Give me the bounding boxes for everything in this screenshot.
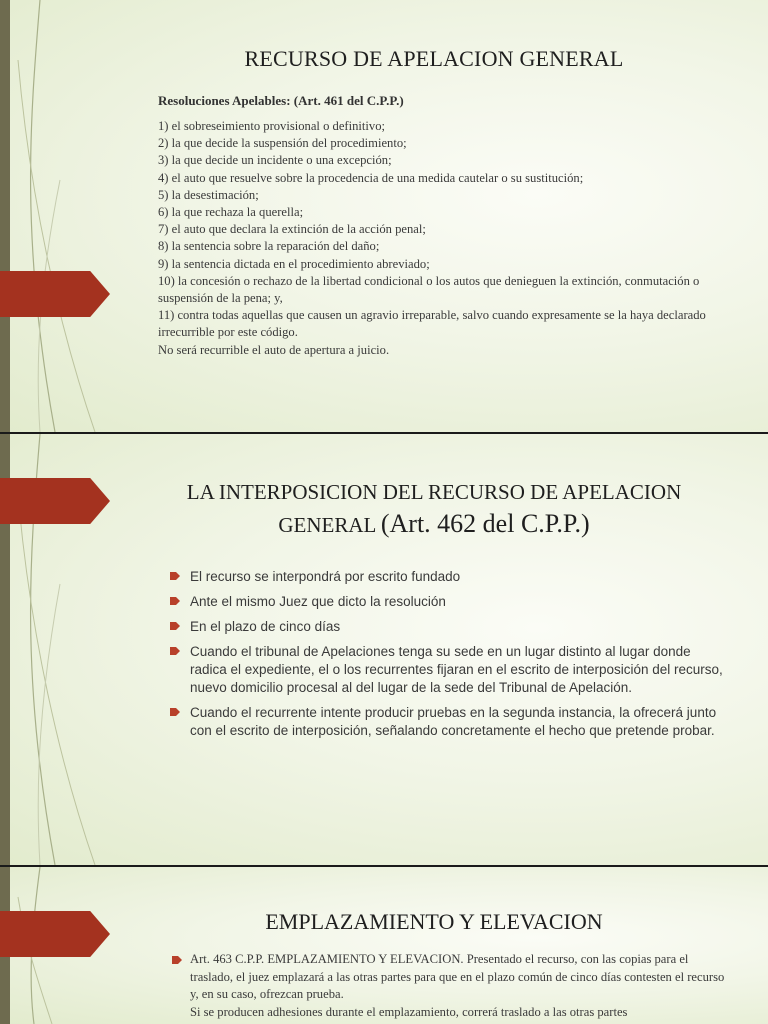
bullet-list	[170, 568, 730, 747]
slide-title	[150, 476, 718, 541]
arrow-marker	[0, 911, 110, 957]
left-bar	[0, 0, 10, 432]
list-item: 4) el auto que resuelve sobre la procedencia de una medida cautelar o su sustitución;	[158, 170, 584, 185]
list-item: 5) la desestimación;	[158, 187, 259, 202]
arrow-bullet-icon	[172, 956, 182, 964]
slide-3	[0, 867, 768, 1024]
title-article: (Art. 462 del C.P.P.)	[380, 509, 590, 538]
list-item: El recurso se interpondrá por escrito fundado	[170, 568, 730, 586]
slide-title: EMPLAZAMIENTO Y ELEVACION	[265, 909, 603, 934]
list-item: 1) el sobreseimiento provisional o definitivo;	[158, 119, 385, 133]
list-item: 6) la que rechaza la querella;	[158, 205, 304, 220]
list-item: En el plazo de cinco días	[170, 618, 730, 636]
list-item: Cuando el recurrente intente producir pruebas en la segunda instancia, la ofrecerá junto con el escrito de interposición, señalando concretamente el hecho que pretende probar.	[170, 704, 730, 740]
slide-title: RECURSO DE APELACION GENERAL	[244, 46, 624, 71]
list-item	[172, 951, 727, 1021]
title-line-1: LA INTERPOSICION DEL RECURSO DE APELACION	[186, 480, 682, 504]
title-line-2: GENERAL	[278, 513, 376, 537]
list-item: No será recurrible el auto de apertura a juicio.	[158, 342, 390, 357]
list-item: 7) el auto que declara la extinción de la acción penal;	[158, 222, 426, 237]
list-item: 3) la que decide un incidente o una excepción;	[158, 153, 392, 168]
arrow-bullet-icon	[170, 572, 180, 580]
paragraph: Art. 463 C.P.P. EMPLAZAMIENTO Y ELEVACION. Presentado el recurso, con las copias para el traslado, el juez emplazará a las otras partes para que en el plazo común de cinco días contesten el recurso y, en su caso, ofrezcan prueba.	[190, 952, 725, 1002]
arrow-bullet-icon	[170, 647, 180, 655]
list-item: 2) la que decide la suspensión del procedimiento;	[158, 136, 407, 151]
list-item: 10) la concesión o rechazo de la libertad condicional o los autos que denieguen la extinción, conmutación o suspensión de la pena; y,	[158, 273, 700, 306]
list-item: Ante el mismo Juez que dicto la resolución	[170, 593, 730, 611]
slide-1	[0, 0, 768, 432]
slide-2	[0, 434, 768, 865]
decorative-curves	[0, 0, 130, 432]
arrow-bullet-icon	[170, 708, 180, 716]
list-item: Cuando el tribunal de Apelaciones tenga su sede en un lugar distinto al lugar donde radica el expediente, el o los recurrentes fijaran en el escrito de interposición del recurso, nuevo domicilio procesal al del lugar de la sede del Tribunal de Apelación.	[170, 643, 730, 697]
arrow-bullet-icon	[170, 622, 180, 630]
list-item: 9) la sentencia dictada en el procedimiento abreviado;	[158, 256, 430, 271]
article-text	[172, 951, 727, 1021]
appealable-list	[158, 118, 718, 359]
arrow-bullet-icon	[170, 597, 180, 605]
section-heading: Resoluciones Apelables: (Art. 461 del C.P.P.)	[158, 93, 404, 108]
arrow-marker	[0, 478, 110, 524]
paragraph: Si se producen adhesiones durante el emplazamiento, correrá traslado a las otras partes	[190, 1004, 628, 1019]
arrow-marker	[0, 271, 110, 317]
list-item: 11) contra todas aquellas que causen un agravio irreparable, salvo cuando expresamente se la haya declarado irrecurrible por este código.	[158, 308, 706, 340]
list-item: 8) la sentencia sobre la reparación del daño;	[158, 239, 380, 254]
